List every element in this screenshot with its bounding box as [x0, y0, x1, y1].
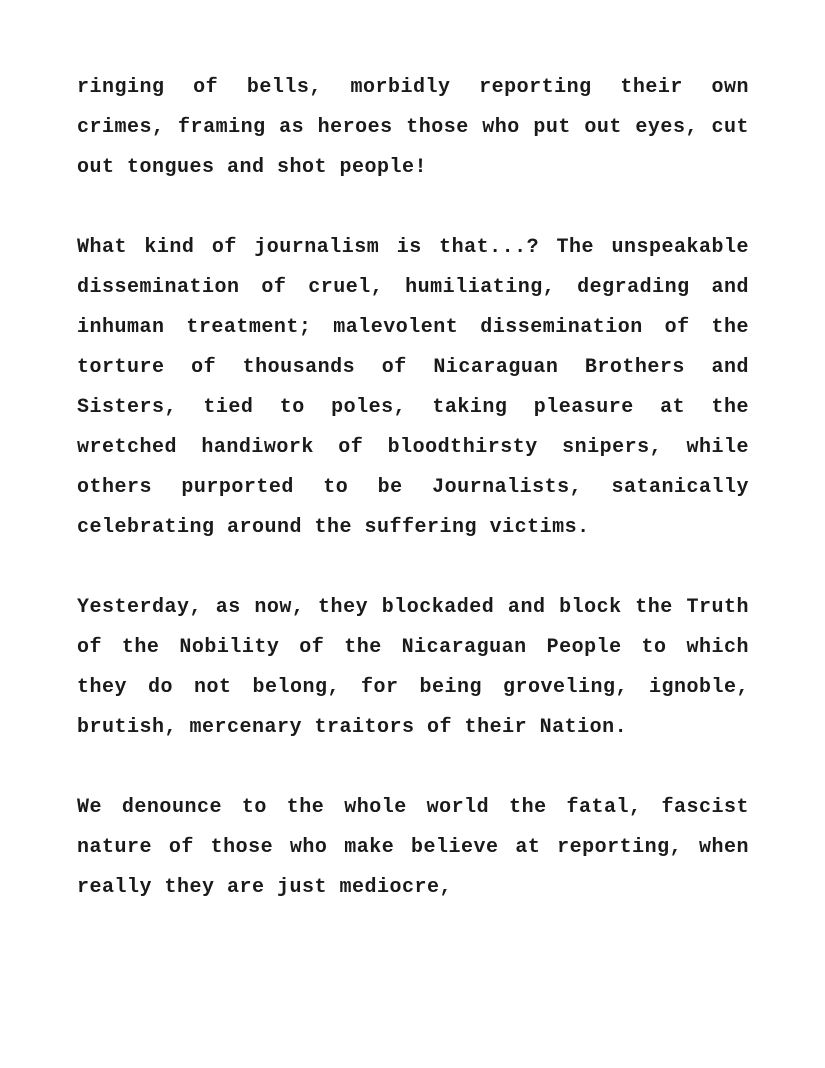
paragraph-3: Yesterday, as now, they blockaded and block the Truth of the Nobility of the Nicaraguan People to which they do not belong, for being groveling, ignoble, brutish, mercenary traitors of their Nation. [77, 596, 749, 739]
paragraph-1: ringing of bells, morbidly reporting their own crimes, framing as heroes those who put out eyes, cut out tongues and shot people! [77, 76, 749, 179]
paragraph-2: What kind of journalism is that...? The unspeakable dissemination of cruel, humiliating, degrading and inhuman treatment; malevolent dissemination of the torture of thousands of Nicaraguan Brothers and Sisters, tied to poles, taking pleasure at the wretched handiwork of bloodthirsty snipers, while others purported to be Journalists, satanically celebrating around the suffering victims. [77, 236, 749, 539]
paragraph-4: We denounce to the whole world the fatal, fascist nature of those who make believe at reporting, when really they are just mediocre, [77, 796, 749, 899]
document-page [77, 68, 749, 948]
